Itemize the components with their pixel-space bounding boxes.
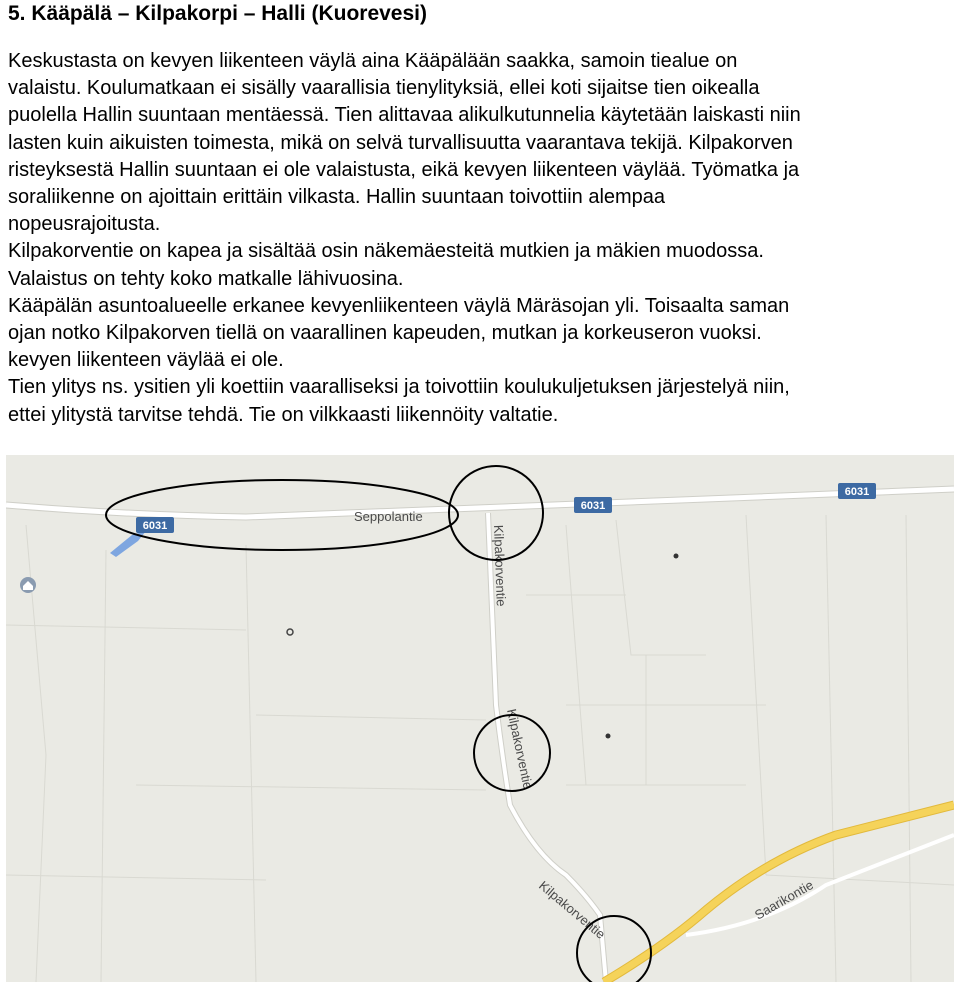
svg-text:6031: 6031 xyxy=(844,486,870,498)
point-marker-icon xyxy=(674,554,679,559)
paragraph-line: kevyen liikenteen väylää ei ole. xyxy=(8,349,284,372)
paragraph-line: Kääpälän asuntoalueelle erkanee kevyenliikenteen väylä Märäsojan yli. Toisaalta saman xyxy=(8,294,790,317)
road-label-kilpakorventie: Kilpakorventie xyxy=(491,524,509,607)
road-shield xyxy=(136,517,174,533)
paragraph-line: ojan notko Kilpakorven tiellä on vaarallinen kapeuden, mutkan ja korkeuseron vuoksi. xyxy=(8,322,762,345)
paragraph-line: lasten kuin aikuisten toimesta, mikä on selvä turvallisuutta vaarantava tekijä. Kilpakorven xyxy=(8,131,793,154)
road-label-seppolantie: Seppolantie xyxy=(354,509,423,524)
paragraph-line: ettei ylitystä tarvitse tehdä. Tie on vilkkaasti liikennöity valtatie. xyxy=(8,403,559,426)
paragraph-line: valaistu. Koulumatkaan ei sisälly vaarallisia tienylityksiä, ellei koti sijaitse tien oikealla xyxy=(8,77,760,100)
point-marker-icon xyxy=(606,734,611,739)
svg-text:6031: 6031 xyxy=(142,520,168,532)
description-paragraph xyxy=(8,48,956,429)
svg-text:6031: 6031 xyxy=(580,500,606,512)
paragraph-line: nopeusrajoitusta. xyxy=(8,213,161,236)
home-icon xyxy=(20,577,36,593)
road-label-kilpakorventie: Kilpakorventie xyxy=(504,707,536,791)
paragraph-line: Kilpakorventie on kapea ja sisältää osin näkemäesteitä mutkien ja mäkien muodossa. xyxy=(8,240,764,263)
paragraph-line: risteyksestä Hallin suuntaan ei ole valaistusta, eikä kevyen liikenteen väylää. Työmatka ja xyxy=(8,158,800,181)
road-shield xyxy=(838,483,876,499)
paragraph-line: Tien ylitys ns. ysitien yli koettiin vaaralliseksi ja toivottiin koulukuljetuksen järjestelyä niin, xyxy=(8,376,790,399)
road-shield xyxy=(574,497,612,513)
section-heading: 5. Kääpälä – Kilpakorpi – Halli (Kuorevesi) xyxy=(8,2,427,25)
map-image xyxy=(6,455,954,982)
paragraph-line: Valaistus on tehty koko matkalle lähivuosina. xyxy=(8,267,404,290)
paragraph-line: soraliikenne on ajoittain erittäin vilkasta. Hallin suuntaan toivottiin alempaa xyxy=(8,186,666,209)
paragraph-line: puolella Hallin suuntaan mentäessä. Tien alittavaa alikulkutunnelia käytetään laiskasti niin xyxy=(8,104,801,127)
road-label-saarikontie: Saarikontie xyxy=(752,877,816,923)
map-background xyxy=(6,455,954,982)
road-label-kilpakorventie: Kilpakorventie xyxy=(536,877,609,942)
map-canvas xyxy=(6,455,954,982)
paragraph-line: Keskustasta on kevyen liikenteen väylä aina Kääpälään saakka, samoin tiealue on xyxy=(8,50,738,72)
